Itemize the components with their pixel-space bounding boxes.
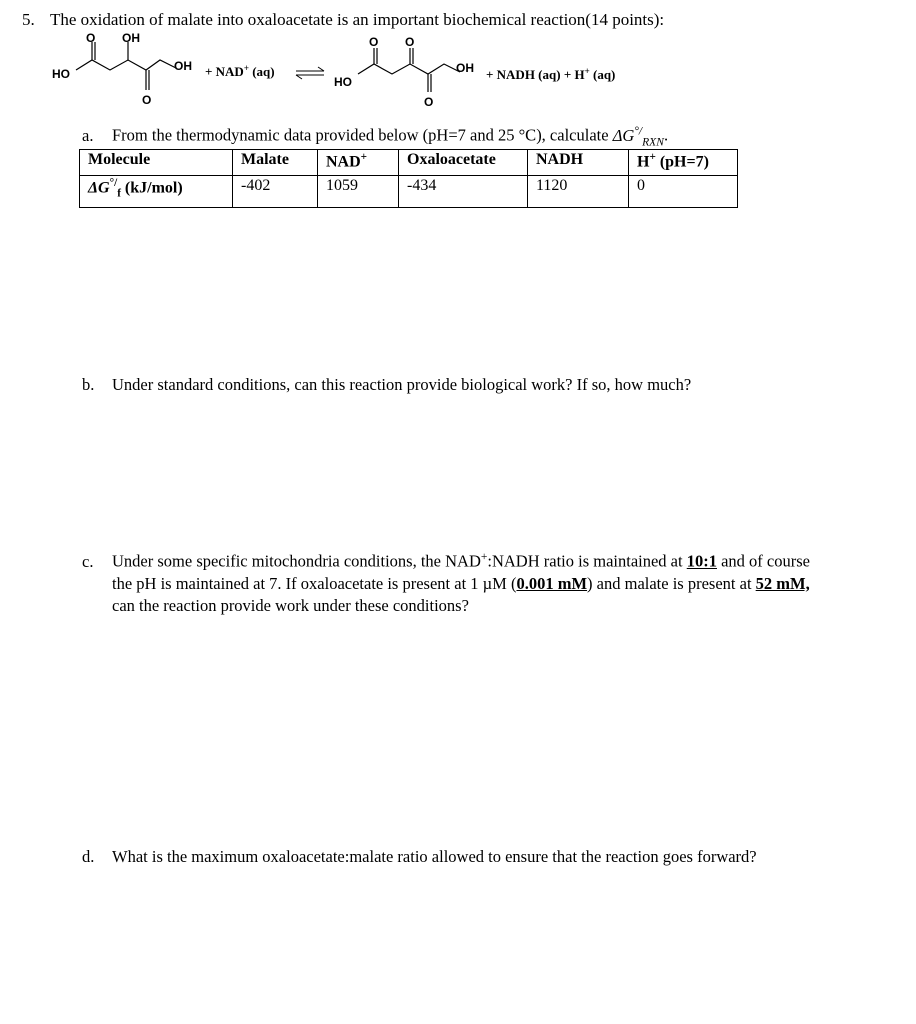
- table-cell: -402: [233, 176, 318, 208]
- table-header-cell: Molecule: [80, 150, 233, 176]
- malate-structure: [76, 42, 176, 90]
- table-header-cell: NAD+: [318, 150, 399, 176]
- oxaloacetate-structure: [358, 48, 460, 92]
- question-title: [22, 10, 664, 30]
- malate-ho: HO: [52, 67, 70, 81]
- table-cell: -434: [399, 176, 528, 208]
- table-row: [80, 176, 738, 208]
- part-c: [82, 546, 902, 617]
- part-b-text: Under standard conditions, can this reaction provide biological work? If so, how much?: [112, 375, 692, 394]
- question-number: 5.: [22, 10, 35, 29]
- table-row-label: $\Delta G^{^\circ/}_f$ (kJ/mol): [80, 176, 233, 208]
- malate-oh-right: OH: [174, 59, 192, 73]
- table-cell: 1120: [528, 176, 629, 208]
- reaction-scheme: [0, 30, 916, 115]
- malate-oh-top: OH: [122, 31, 140, 45]
- part-a-text: From the thermodynamic data provided below (pH=7 and 25 °C), calculate: [112, 125, 613, 145]
- part-a: a. From the thermodynamic data provided below (pH=7 and 25 °C), calculate $\Delta G^{^\circ/}_{RXN}$.: [82, 125, 669, 148]
- part-d: [82, 846, 757, 868]
- question-text: The oxidation of malate into oxaloacetate is an important biochemical reaction(14 points):: [50, 10, 665, 29]
- nad-ratio-value: 10:1: [686, 551, 717, 571]
- oxalo-o-1: O: [369, 35, 379, 49]
- table-cell: 0: [629, 176, 738, 208]
- table-header-cell: Oxaloacetate: [399, 150, 528, 176]
- oxalo-oh: OH: [456, 61, 474, 75]
- malate-o-bottom: O: [142, 93, 152, 107]
- table-header-cell: Malate: [233, 150, 318, 176]
- oxaloacetate-conc-value: 0.001 mM: [516, 573, 588, 593]
- part-b: [82, 374, 691, 396]
- malate-o-top: O: [86, 31, 96, 45]
- malate-conc-value: 52 mM,: [755, 573, 810, 593]
- table-header-row: [80, 150, 738, 176]
- part-c-line-1: c. Under some specific mitochondria conditions, the NAD+:NADH ratio is maintained at 10:1 and of course: [82, 551, 810, 571]
- oxalo-ho: HO: [334, 75, 352, 89]
- products-text: + NADH (aq) + H+ (aq): [486, 66, 616, 82]
- part-d-letter: d.: [82, 847, 95, 866]
- part-a-letter: a.: [82, 125, 94, 145]
- part-c-line-3: can the reaction provide work under these conditions?: [112, 595, 469, 615]
- delta-g-rxn-symbol: $\Delta G^{^\circ/}_{RXN}$: [612, 125, 664, 148]
- table-cell: 1059: [318, 176, 399, 208]
- part-d-text: What is the maximum oxaloacetate:malate ratio allowed to ensure that the reaction goes forward?: [112, 847, 757, 866]
- equilibrium-arrow: [296, 67, 324, 79]
- part-c-line-2: the pH is maintained at 7. If oxaloacetate is present at 1 µM (0.001 mM) and malate is present at 52 mM,: [112, 573, 810, 593]
- table-header-cell: NADH: [528, 150, 629, 176]
- part-b-letter: b.: [82, 375, 95, 394]
- thermo-data-table: [79, 149, 738, 208]
- part-c-letter: c.: [82, 551, 94, 571]
- nad-reactant: + NAD+ (aq): [205, 63, 275, 79]
- table-header-cell: H+ (pH=7): [629, 150, 738, 176]
- oxalo-o-bottom: O: [424, 95, 434, 109]
- oxalo-o-2: O: [405, 35, 415, 49]
